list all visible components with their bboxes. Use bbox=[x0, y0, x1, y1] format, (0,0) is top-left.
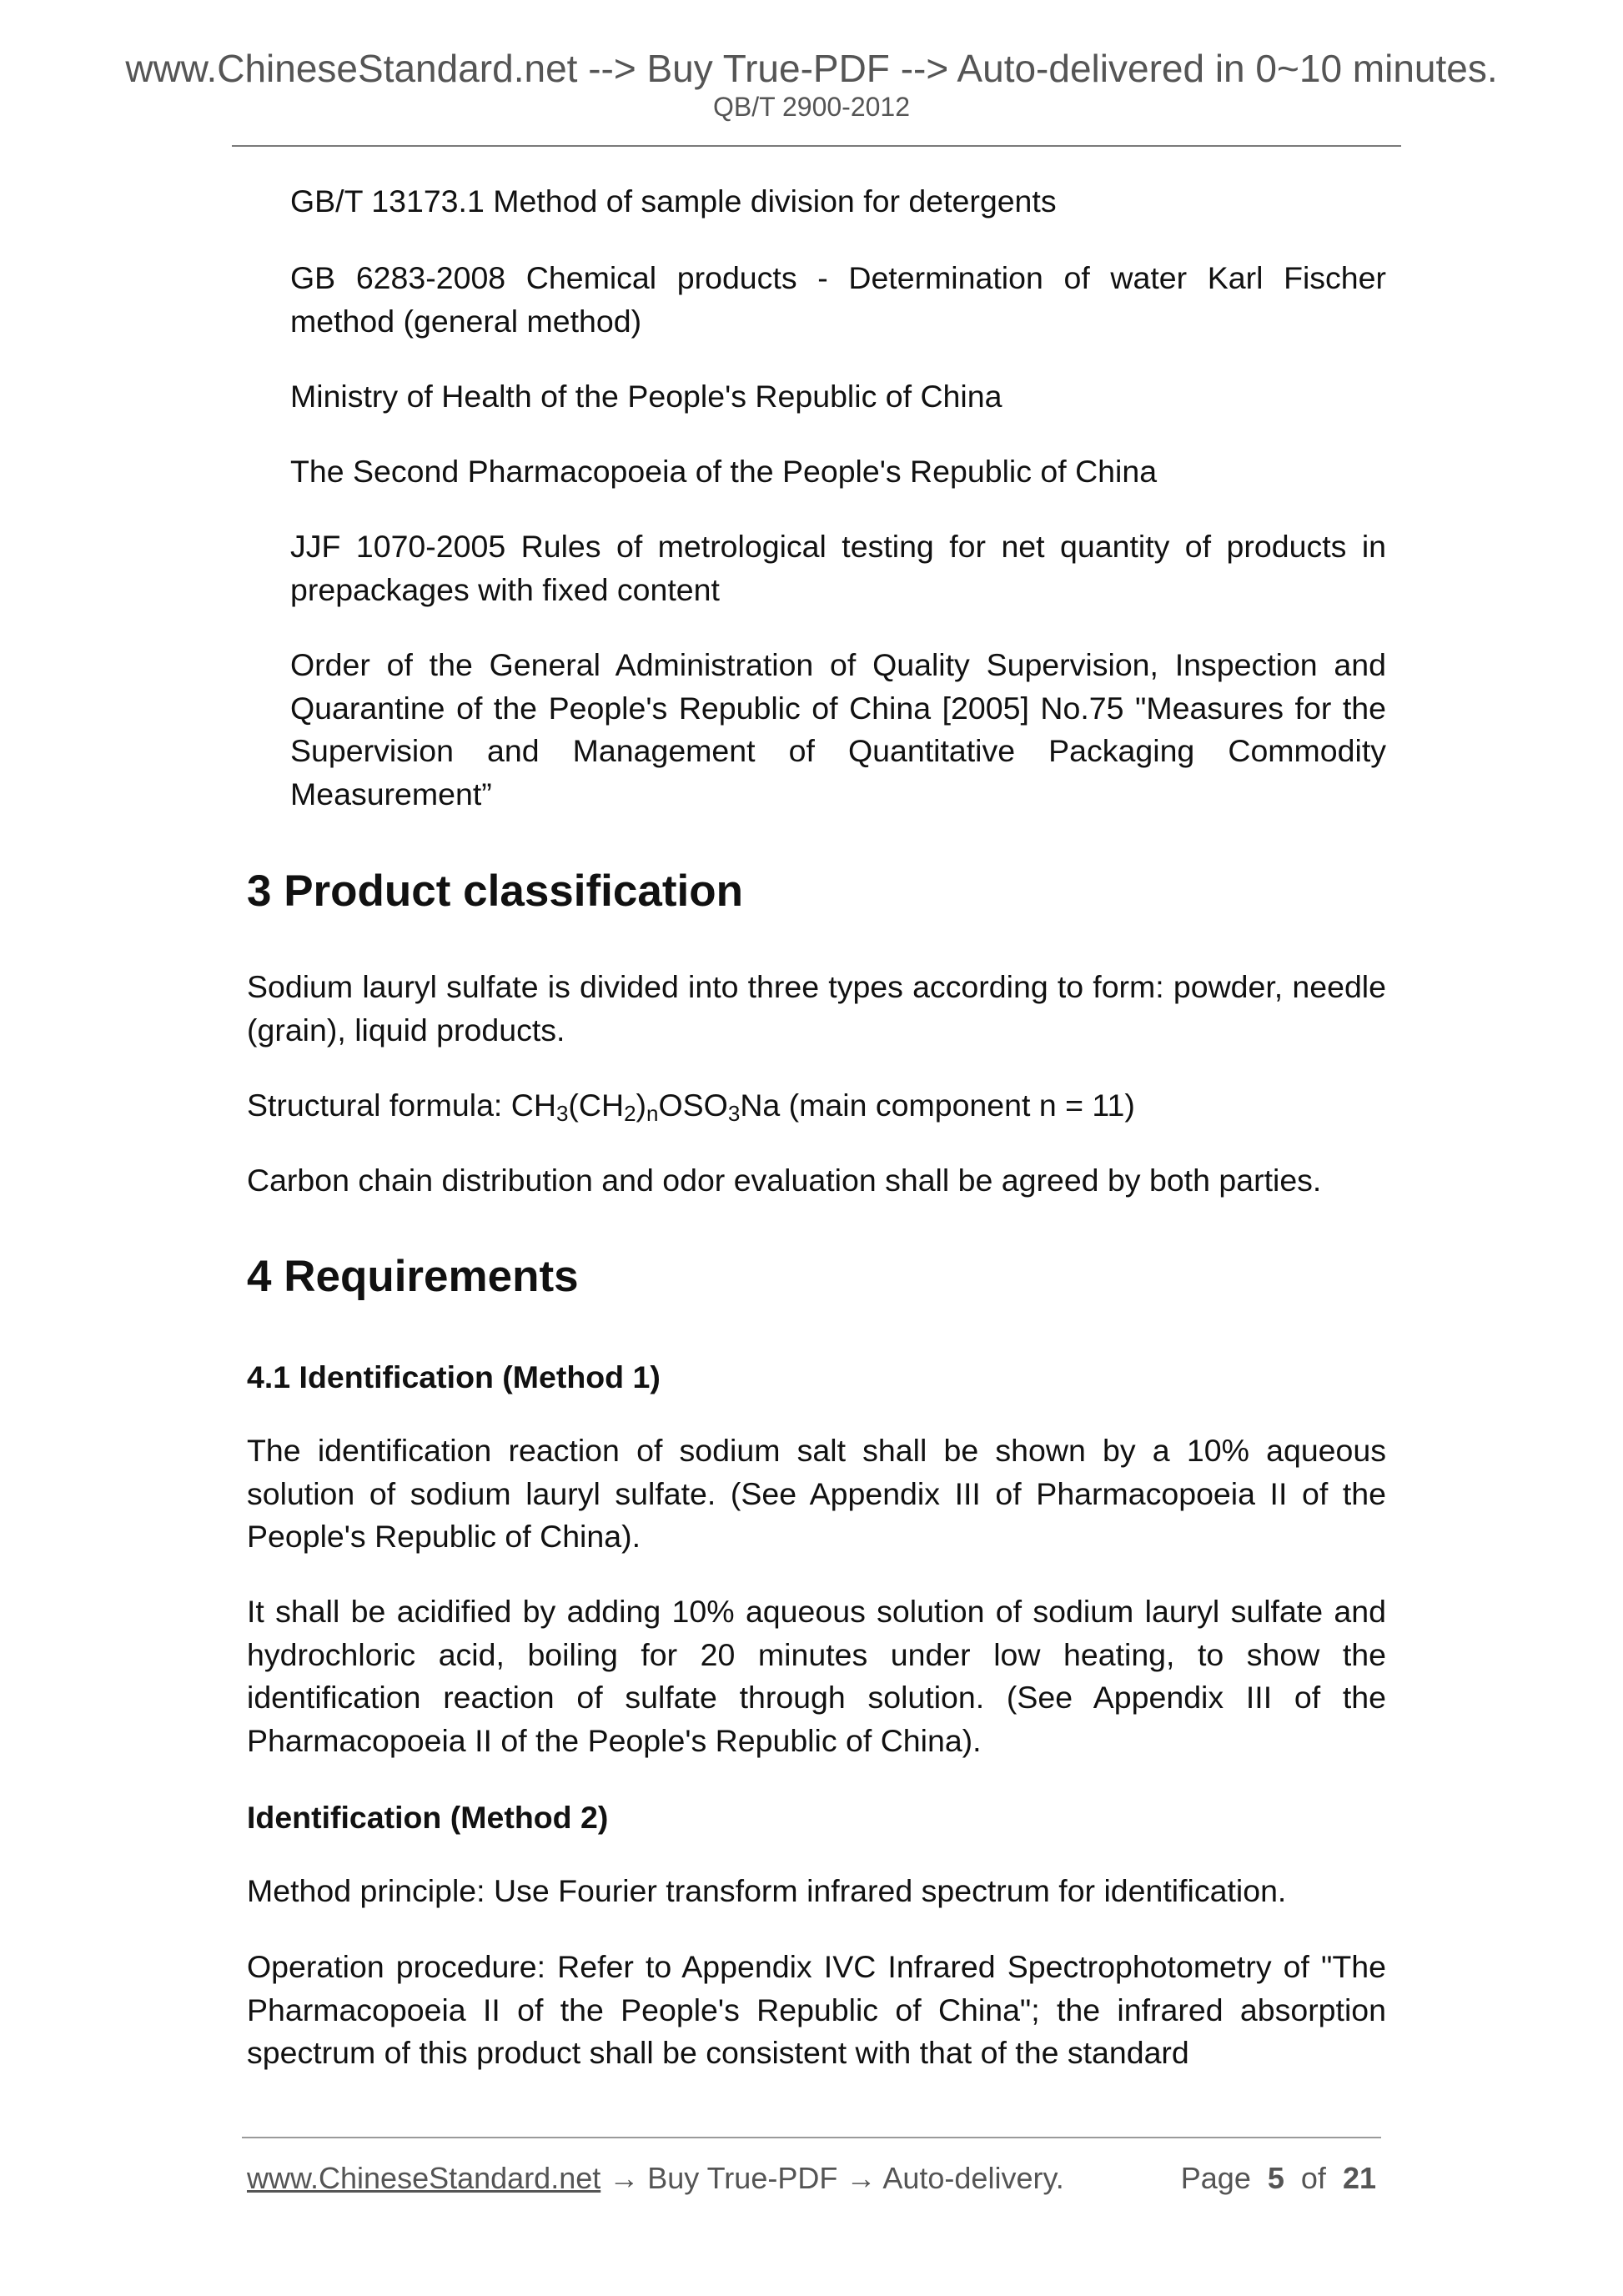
footer-website-link[interactable]: www.ChineseStandard.net bbox=[247, 2161, 601, 2195]
section-4-paragraph: It shall be acidified by adding 10% aqueous solution of sodium lauryl sulfate and hydrochloric acid, boiling for 20 minutes under low heating, to show the identification reaction of sulfate through solution. (See Appendix III of the Pharmacopoeia II of the People's Republic of China). bbox=[247, 1594, 1386, 1758]
reference-item: JJF 1070-2005 Rules of metrological testing for net quantity of products in prepackages with fixed content bbox=[290, 529, 1386, 607]
reference-item: GB/T 13173.1 Method of sample division for detergents bbox=[290, 183, 1057, 219]
section-3-paragraph: Carbon chain distribution and odor evaluation shall be agreed by both parties. bbox=[247, 1163, 1322, 1198]
reference-item: GB 6283-2008 Chemical products - Determination of water Karl Fischer method (general method) bbox=[290, 260, 1386, 339]
section-4-paragraph: The identification reaction of sodium salt shall be shown by a 10% aqueous solution of sodium lauryl sulfate. (See Appendix III of Pharmacopoeia II of the People's Republic of China). bbox=[247, 1433, 1386, 1554]
header-banner: www.ChineseStandard.net --> Buy True-PDF --> Auto-delivered in 0~10 minutes. bbox=[125, 47, 1498, 90]
reference-item: Ministry of Health of the People's Republic of China bbox=[290, 379, 1002, 414]
page-indicator: Page 5 of 21 bbox=[1180, 2161, 1376, 2195]
section-3-heading: 3 Product classification bbox=[247, 867, 743, 916]
page-number: 5 bbox=[1267, 2161, 1284, 2195]
header-doc-id: QB/T 2900-2012 bbox=[712, 92, 910, 122]
reference-item: Order of the General Administration of Quality Supervision, Inspection and Quarantine of the People's Republic of China [2005] No.75 "Measures for the Supervision and Management of Quantitative Packaging Commodity Measurement” bbox=[290, 647, 1386, 811]
footer-left: www.ChineseStandard.net → Buy True-PDF → Auto-delivery. bbox=[247, 2161, 1064, 2195]
section-4-paragraph: Method principle: Use Fourier transform infrared spectrum for identification. bbox=[247, 1873, 1287, 1908]
section-3-paragraph: Sodium lauryl sulfate is divided into three types according to form: powder, needle (grain), liquid products. bbox=[247, 969, 1386, 1048]
arrow-icon: → bbox=[600, 2161, 648, 2195]
identification-method-2-heading: Identification (Method 2) bbox=[247, 1800, 609, 1835]
subsection-4-1-heading: 4.1 Identification (Method 1) bbox=[247, 1359, 661, 1394]
structural-formula: Structural formula: $CH_3(CH_2)_nOSO_3Na$ (main component n = 11) bbox=[247, 1088, 1135, 1126]
footer-divider bbox=[242, 2137, 1381, 2138]
section-4-paragraph: Operation procedure: Refer to Appendix IVC Infrared Spectrophotometry of "The Pharmacopoeia II of the People's Republic of China"; the infrared absorption spectrum of this product shall be consistent with that of the standard bbox=[247, 1949, 1386, 2070]
header-divider bbox=[232, 145, 1401, 147]
arrow-icon: → bbox=[837, 2161, 883, 2195]
reference-item: The Second Pharmacopoeia of the People's Republic of China bbox=[290, 454, 1158, 489]
page-total: 21 bbox=[1342, 2161, 1376, 2195]
section-4-heading: 4 Requirements bbox=[247, 1252, 579, 1301]
